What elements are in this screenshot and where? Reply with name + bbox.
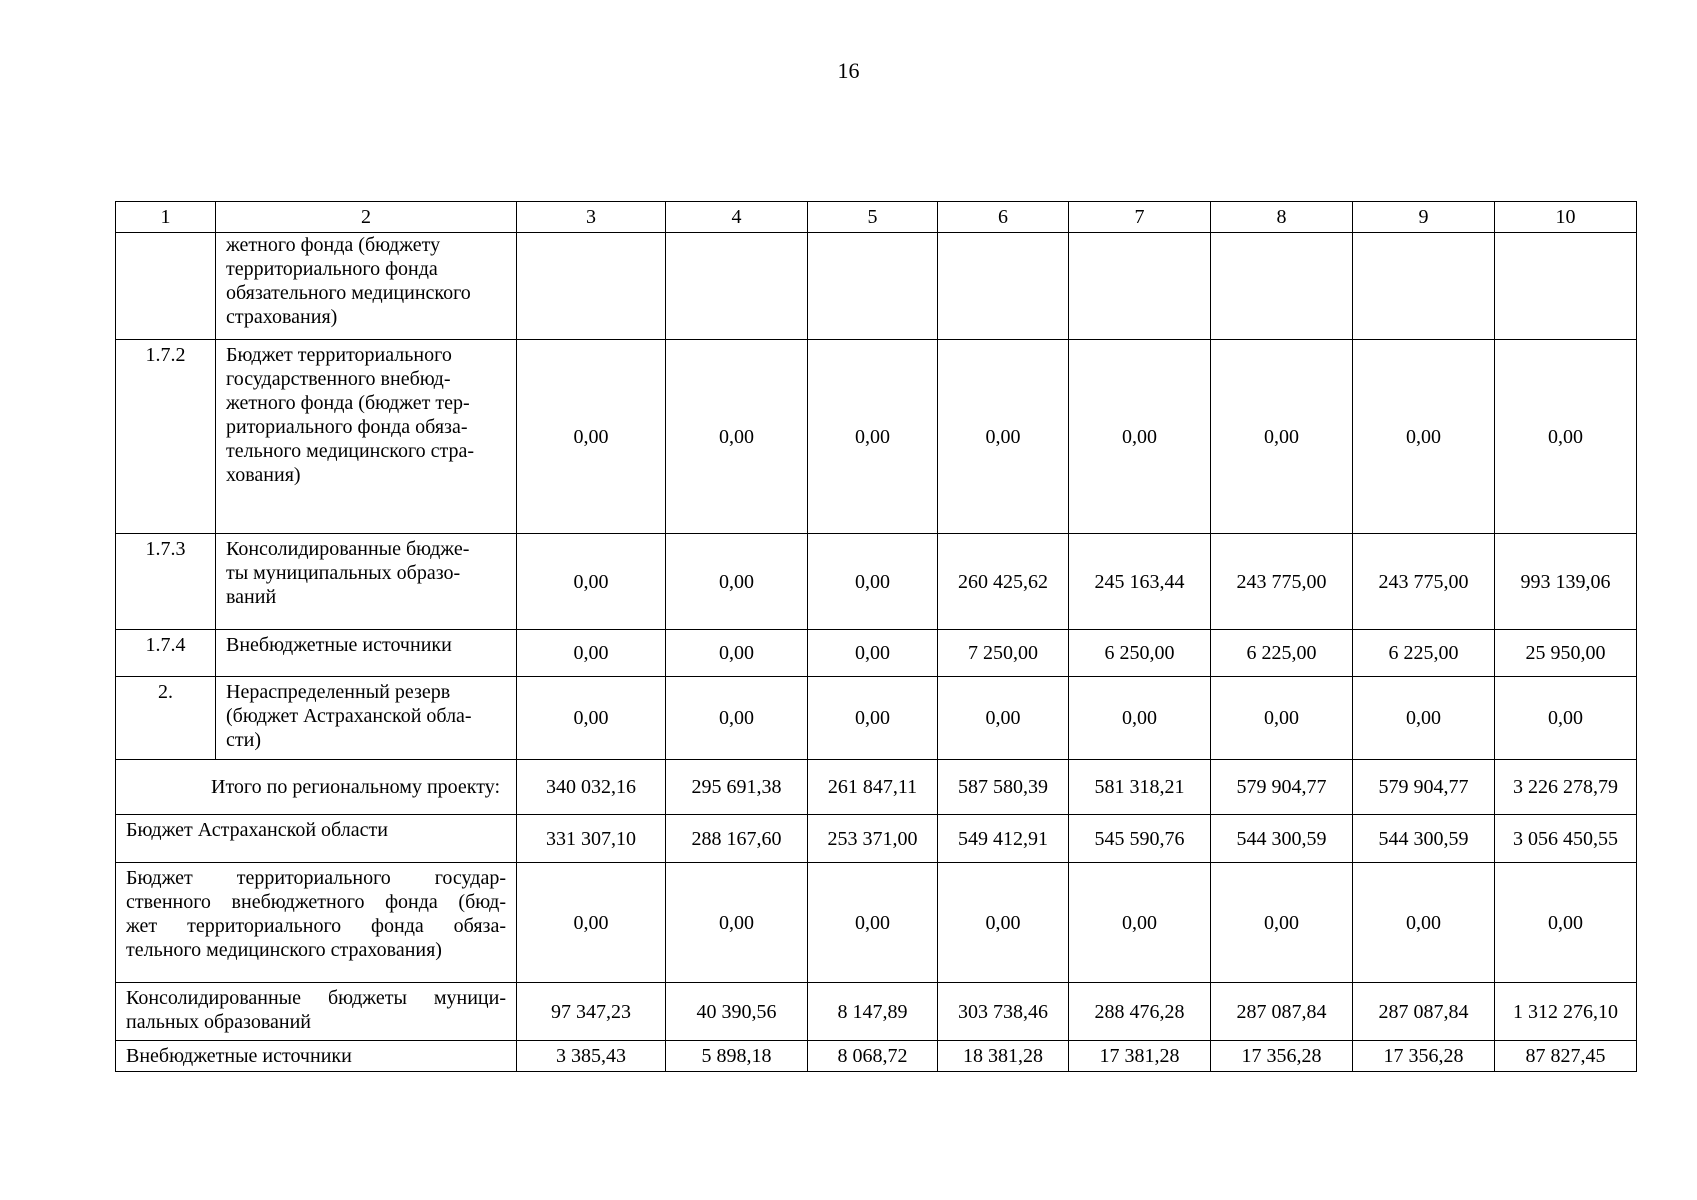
summary-name-line: пальных образований bbox=[126, 1011, 311, 1033]
row-name bbox=[216, 677, 517, 760]
value-cell: 0,00 bbox=[666, 863, 808, 983]
column-number: 8 bbox=[1211, 202, 1353, 233]
value-cell: 0,00 bbox=[517, 630, 666, 677]
value-cell bbox=[1495, 233, 1637, 340]
page-number: 16 bbox=[837, 58, 860, 83]
value-cell: 0,00 bbox=[1211, 863, 1353, 983]
row-name bbox=[216, 534, 517, 630]
value-cell: 0,00 bbox=[666, 534, 808, 630]
value-cell: 0,00 bbox=[938, 863, 1069, 983]
summary-row bbox=[116, 863, 1637, 983]
table-row bbox=[116, 677, 1637, 760]
value-cell: 0,00 bbox=[808, 863, 938, 983]
value-cell: 288 167,60 bbox=[666, 815, 808, 863]
column-number: 2 bbox=[216, 202, 517, 233]
value-cell: 5 898,18 bbox=[666, 1041, 808, 1072]
column-number-row bbox=[116, 202, 1637, 233]
value-cell: 0,00 bbox=[1353, 677, 1495, 760]
value-cell: 6 250,00 bbox=[1069, 630, 1211, 677]
total-label: Итого по региональному проекту: bbox=[116, 760, 517, 815]
value-cell: 17 381,28 bbox=[1069, 1041, 1211, 1072]
summary-name bbox=[116, 815, 517, 863]
value-cell: 288 476,28 bbox=[1069, 983, 1211, 1041]
total-value: 579 904,77 bbox=[1353, 760, 1495, 815]
row-name-line: Консолидированные бюдже- bbox=[226, 538, 470, 560]
row-name-line: сти) bbox=[226, 729, 261, 751]
total-value: 587 580,39 bbox=[938, 760, 1069, 815]
value-cell: 0,00 bbox=[1495, 340, 1637, 534]
total-row bbox=[116, 760, 1637, 815]
value-cell: 544 300,59 bbox=[1353, 815, 1495, 863]
total-value: 295 691,38 bbox=[666, 760, 808, 815]
value-cell: 7 250,00 bbox=[938, 630, 1069, 677]
row-name-line: ваний bbox=[226, 586, 277, 608]
value-cell: 0,00 bbox=[517, 340, 666, 534]
summary-name bbox=[116, 863, 517, 983]
value-cell: 287 087,84 bbox=[1211, 983, 1353, 1041]
value-cell bbox=[1353, 233, 1495, 340]
value-cell bbox=[1069, 233, 1211, 340]
value-cell: 17 356,28 bbox=[1353, 1041, 1495, 1072]
value-cell: 0,00 bbox=[666, 677, 808, 760]
row-name-line: ты муниципальных образо- bbox=[226, 562, 461, 584]
value-cell: 1 312 276,10 bbox=[1495, 983, 1637, 1041]
row-name bbox=[216, 630, 517, 677]
row-code bbox=[116, 233, 216, 340]
value-cell: 0,00 bbox=[1495, 677, 1637, 760]
value-cell: 0,00 bbox=[517, 534, 666, 630]
value-cell: 97 347,23 bbox=[517, 983, 666, 1041]
value-cell: 993 139,06 bbox=[1495, 534, 1637, 630]
column-number: 7 bbox=[1069, 202, 1211, 233]
value-cell bbox=[517, 233, 666, 340]
value-cell: 545 590,76 bbox=[1069, 815, 1211, 863]
value-cell: 6 225,00 bbox=[1353, 630, 1495, 677]
column-number: 3 bbox=[517, 202, 666, 233]
row-name bbox=[216, 340, 517, 534]
summary-name-line: ственного внебюджетного фонда (бюд- bbox=[126, 891, 506, 913]
value-cell: 87 827,45 bbox=[1495, 1041, 1637, 1072]
value-cell: 25 950,00 bbox=[1495, 630, 1637, 677]
row-name-line: Нераспределенный резерв bbox=[226, 681, 451, 703]
summary-name bbox=[116, 983, 517, 1041]
summary-row bbox=[116, 815, 1637, 863]
total-value: 340 032,16 bbox=[517, 760, 666, 815]
summary-name-line: Внебюджетные источники bbox=[126, 1045, 352, 1067]
row-name-line: тельного медицинского стра- bbox=[226, 440, 475, 462]
row-name-line: жетного фонда (бюджет тер- bbox=[226, 392, 470, 414]
total-value: 3 226 278,79 bbox=[1495, 760, 1637, 815]
row-code: 1.7.2 bbox=[116, 340, 216, 534]
row-name-line: хования) bbox=[226, 464, 301, 486]
value-cell bbox=[1211, 233, 1353, 340]
table-row bbox=[116, 534, 1637, 630]
value-cell: 303 738,46 bbox=[938, 983, 1069, 1041]
row-name-line: Внебюджетные источники bbox=[226, 634, 452, 656]
summary-row bbox=[116, 983, 1637, 1041]
value-cell bbox=[808, 233, 938, 340]
value-cell: 0,00 bbox=[1069, 677, 1211, 760]
row-code: 1.7.4 bbox=[116, 630, 216, 677]
value-cell: 544 300,59 bbox=[1211, 815, 1353, 863]
value-cell: 0,00 bbox=[808, 340, 938, 534]
value-cell bbox=[938, 233, 1069, 340]
column-number: 9 bbox=[1353, 202, 1495, 233]
value-cell: 8 068,72 bbox=[808, 1041, 938, 1072]
summary-name-line: Консолидированные бюджеты муници- bbox=[126, 987, 506, 1009]
column-number: 6 bbox=[938, 202, 1069, 233]
value-cell: 331 307,10 bbox=[517, 815, 666, 863]
column-number: 4 bbox=[666, 202, 808, 233]
value-cell: 549 412,91 bbox=[938, 815, 1069, 863]
value-cell: 0,00 bbox=[808, 677, 938, 760]
value-cell: 0,00 bbox=[1211, 677, 1353, 760]
value-cell: 260 425,62 bbox=[938, 534, 1069, 630]
summary-name-line: Бюджет территориального государ- bbox=[126, 867, 506, 889]
value-cell: 243 775,00 bbox=[1353, 534, 1495, 630]
value-cell: 0,00 bbox=[1353, 340, 1495, 534]
value-cell: 0,00 bbox=[808, 534, 938, 630]
total-value: 579 904,77 bbox=[1211, 760, 1353, 815]
row-name-line: обязательного медицинского bbox=[226, 282, 471, 304]
value-cell: 0,00 bbox=[666, 630, 808, 677]
column-number: 10 bbox=[1495, 202, 1637, 233]
summary-row bbox=[116, 1041, 1637, 1072]
value-cell: 0,00 bbox=[666, 340, 808, 534]
row-name-line: Бюджет территориального bbox=[226, 344, 452, 366]
row-name bbox=[216, 233, 517, 340]
value-cell: 3 056 450,55 bbox=[1495, 815, 1637, 863]
value-cell: 0,00 bbox=[938, 340, 1069, 534]
table-row bbox=[116, 630, 1637, 677]
value-cell: 0,00 bbox=[1211, 340, 1353, 534]
value-cell: 0,00 bbox=[938, 677, 1069, 760]
value-cell: 245 163,44 bbox=[1069, 534, 1211, 630]
column-number: 5 bbox=[808, 202, 938, 233]
value-cell: 0,00 bbox=[517, 863, 666, 983]
row-name-line: риториального фонда обяза- bbox=[226, 416, 468, 438]
value-cell: 0,00 bbox=[808, 630, 938, 677]
table-row bbox=[116, 233, 1637, 340]
value-cell: 8 147,89 bbox=[808, 983, 938, 1041]
summary-name bbox=[116, 1041, 517, 1072]
value-cell: 18 381,28 bbox=[938, 1041, 1069, 1072]
row-name-line: жетного фонда (бюджету bbox=[226, 234, 441, 256]
row-name-line: страхования) bbox=[226, 306, 338, 328]
total-value: 581 318,21 bbox=[1069, 760, 1211, 815]
value-cell bbox=[666, 233, 808, 340]
budget-table bbox=[115, 201, 1637, 1072]
row-name-line: территориального фонда bbox=[226, 258, 438, 280]
value-cell: 0,00 bbox=[1069, 340, 1211, 534]
value-cell: 0,00 bbox=[1069, 863, 1211, 983]
table-row bbox=[116, 340, 1637, 534]
value-cell: 243 775,00 bbox=[1211, 534, 1353, 630]
value-cell: 0,00 bbox=[1353, 863, 1495, 983]
value-cell: 40 390,56 bbox=[666, 983, 808, 1041]
summary-name-line: Бюджет Астраханской области bbox=[126, 819, 388, 841]
summary-name-line: жет территориального фонда обяза- bbox=[126, 915, 506, 937]
value-cell: 0,00 bbox=[517, 677, 666, 760]
row-code: 1.7.3 bbox=[116, 534, 216, 630]
value-cell: 3 385,43 bbox=[517, 1041, 666, 1072]
value-cell: 6 225,00 bbox=[1211, 630, 1353, 677]
row-code: 2. bbox=[116, 677, 216, 760]
value-cell: 287 087,84 bbox=[1353, 983, 1495, 1041]
total-value: 261 847,11 bbox=[808, 760, 938, 815]
summary-name-line: тельного медицинского страхования) bbox=[126, 939, 442, 961]
value-cell: 0,00 bbox=[1495, 863, 1637, 983]
column-number: 1 bbox=[116, 202, 216, 233]
row-name-line: государственного внебюд- bbox=[226, 368, 451, 390]
value-cell: 253 371,00 bbox=[808, 815, 938, 863]
value-cell: 17 356,28 bbox=[1211, 1041, 1353, 1072]
row-name-line: (бюджет Астраханской обла- bbox=[226, 705, 472, 727]
